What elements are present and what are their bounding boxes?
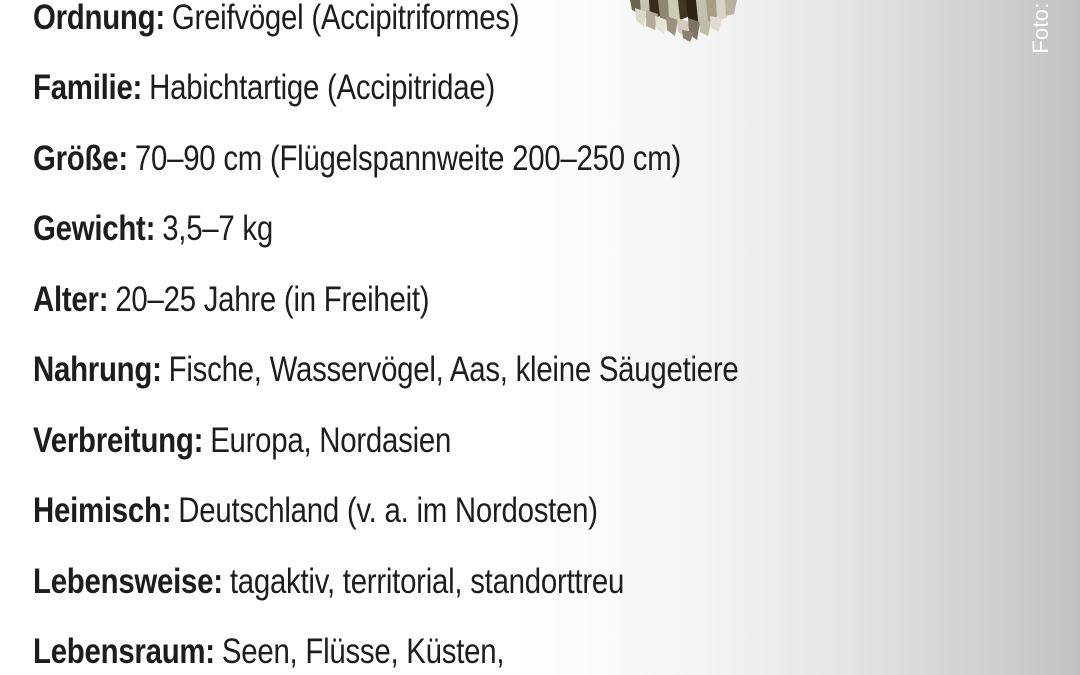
fact-value: Habichtartige (Accipitridae) [149,68,496,107]
fact-value: Europa, Nordasien [210,421,452,460]
fact-row [33,0,519,35]
fact-row [33,282,429,317]
fact-row [33,634,504,669]
fact-row [33,423,451,458]
photo-credit-label: Foto: [1028,2,1053,54]
fact-label: Ordnung: [33,0,165,37]
fact-label: Alter: [33,280,109,319]
fact-row [33,211,273,246]
fact-row [33,352,739,387]
fact-label: Heimisch: [33,491,172,530]
fact-value: tagaktiv, territorial, standorttreu [229,562,625,601]
fact-label: Lebensraum: [33,632,215,671]
fact-row [33,493,598,528]
fact-label: Verbreitung: [33,421,204,460]
fact-value: Deutschland (v. a. im Nordosten) [178,491,598,530]
fact-row [33,564,624,599]
fact-value: Seen, Flüsse, Küsten, [221,632,505,671]
fact-value: 3,5–7 kg [162,209,273,248]
fact-row [33,70,495,105]
fact-label: Gewicht: [33,209,156,248]
fact-label: Familie: [33,68,143,107]
fact-label: Nahrung: [33,350,162,389]
fact-value: Greifvögel (Accipitriformes) [171,0,520,37]
fact-label: Lebensweise: [33,562,223,601]
fact-value: Fische, Wasservögel, Aas, kleine Säugetiere [168,350,739,389]
fact-value: 70–90 cm (Flügelspannweite 200–250 cm) [134,139,682,178]
fact-value: 20–25 Jahre (in Freiheit) [115,280,430,319]
fact-row [33,141,681,176]
fact-label: Größe: [33,139,128,178]
